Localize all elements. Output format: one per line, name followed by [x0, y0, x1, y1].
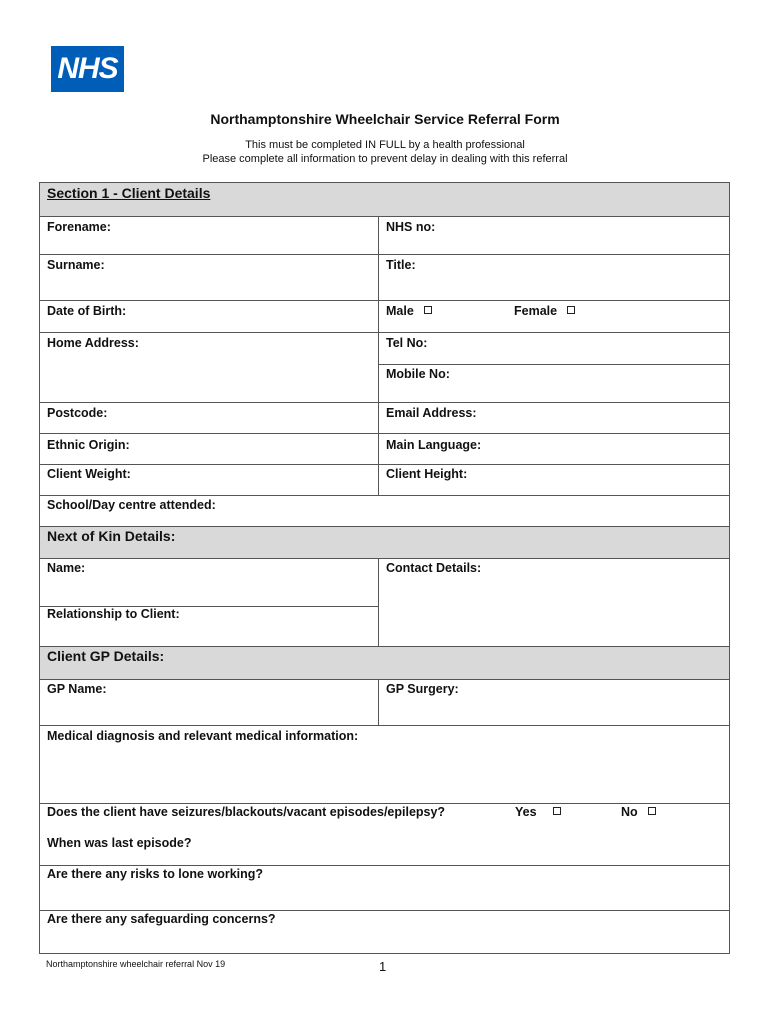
title-label[interactable]: Title: — [386, 258, 416, 272]
gp-surgery-label[interactable]: GP Surgery: — [386, 682, 459, 696]
row-next-of-kin — [40, 558, 729, 646]
school-label[interactable]: School/Day centre attended: — [47, 498, 216, 512]
row-address — [40, 332, 729, 402]
gp-column-divider — [378, 680, 379, 726]
row-forename — [40, 216, 729, 254]
forename-label[interactable]: Forename: — [47, 220, 111, 234]
footer-reference: Northamptonshire wheelchair referral Nov 19 — [46, 959, 226, 969]
section1-column-divider — [378, 216, 379, 495]
row-medical — [40, 725, 729, 803]
client-weight-label[interactable]: Client Weight: — [47, 467, 131, 481]
gp-heading: Client GP Details: — [47, 648, 165, 664]
nhs-logo: NHS — [51, 46, 124, 92]
yes-label: Yes — [515, 805, 537, 819]
male-label: Male — [386, 304, 414, 318]
next-of-kin-heading: Next of Kin Details: — [47, 528, 176, 544]
nok-column-divider — [378, 559, 379, 647]
yes-checkbox[interactable] — [553, 807, 561, 815]
ethnic-origin-label[interactable]: Ethnic Origin: — [47, 438, 130, 452]
row-postcode — [40, 402, 729, 433]
nok-relationship-label[interactable]: Relationship to Client: — [47, 607, 180, 621]
section1-header — [40, 183, 729, 216]
medical-diagnosis-label[interactable]: Medical diagnosis and relevant medical information: — [47, 729, 359, 743]
subtitle-delay: Please complete all information to prevent delay in dealing with this referral — [202, 153, 568, 165]
nhs-no-label[interactable]: NHS no: — [386, 220, 436, 234]
email-label[interactable]: Email Address: — [386, 406, 477, 420]
nok-name-label[interactable]: Name: — [47, 561, 86, 575]
next-of-kin-header — [40, 526, 729, 558]
row-seizures — [40, 803, 729, 865]
row-surname — [40, 254, 729, 300]
subtitle-full: This must be completed IN FULL by a health professional — [245, 139, 525, 151]
row-dob — [40, 300, 729, 332]
row-school — [40, 495, 729, 526]
referral-form — [39, 182, 730, 954]
female-label: Female — [514, 304, 558, 318]
safeguarding-label[interactable]: Are there any safeguarding concerns? — [47, 912, 276, 926]
section1-heading: Section 1 - Client Details — [47, 185, 211, 201]
form-title: Northamptonshire Wheelchair Service Referral Form — [210, 111, 560, 127]
seizures-yes-option[interactable] — [515, 805, 561, 819]
tel-no-label[interactable]: Tel No: — [386, 336, 428, 350]
surname-label[interactable]: Surname: — [47, 258, 105, 272]
gp-header — [40, 646, 729, 679]
no-label: No — [621, 805, 638, 819]
male-option[interactable] — [386, 304, 432, 318]
client-height-label[interactable]: Client Height: — [386, 467, 468, 481]
postcode-label[interactable]: Postcode: — [47, 406, 108, 420]
row-safeguarding — [40, 910, 729, 955]
female-option[interactable] — [514, 304, 575, 318]
home-address-label[interactable]: Home Address: — [47, 336, 139, 350]
row-weight — [40, 464, 729, 495]
male-checkbox[interactable] — [424, 306, 432, 314]
page-number: 1 — [379, 959, 387, 974]
gp-name-label[interactable]: GP Name: — [47, 682, 107, 696]
lone-working-label[interactable]: Are there any risks to lone working? — [47, 867, 264, 881]
nok-contact-label[interactable]: Contact Details: — [386, 561, 482, 575]
mobile-no-label[interactable]: Mobile No: — [386, 367, 450, 381]
seizures-no-option[interactable] — [621, 805, 656, 819]
row-lone-working — [40, 865, 729, 910]
no-checkbox[interactable] — [648, 807, 656, 815]
main-language-label[interactable]: Main Language: — [386, 438, 482, 452]
last-episode-label[interactable]: When was last episode? — [47, 836, 192, 850]
tel-mobile-divider — [379, 364, 729, 365]
dob-label[interactable]: Date of Birth: — [47, 304, 127, 318]
seizures-question: Does the client have seizures/blackouts/vacant episodes/epilepsy? — [47, 805, 446, 819]
row-gp — [40, 679, 729, 725]
female-checkbox[interactable] — [567, 306, 575, 314]
row-ethnic — [40, 433, 729, 464]
